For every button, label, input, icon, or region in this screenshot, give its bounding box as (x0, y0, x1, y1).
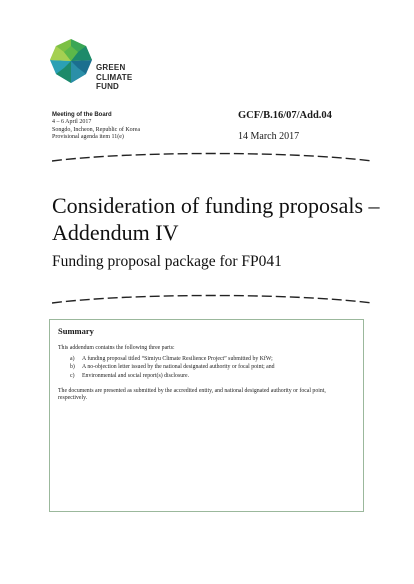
logo-text (96, 63, 132, 92)
page-title: Consideration of funding proposals – Addendum IV (52, 193, 380, 245)
meeting-dates: 4 – 6 April 2017 (52, 119, 92, 126)
wave-divider-bottom (52, 292, 372, 306)
list-item (70, 355, 355, 363)
document-date: 14 March 2017 (238, 131, 300, 142)
green-climate-fund-logo (48, 38, 168, 98)
list-item (70, 363, 355, 371)
summary-closing: The documents are presented as submitted by the accredited entity, and national designated authority or focal point, respectively. (58, 387, 326, 402)
logo-line-fund: FUND (96, 82, 120, 91)
meeting-board: Meeting of the Board (52, 112, 112, 118)
list-item-text: Environmental and social report(s) disclosure. (82, 372, 190, 379)
summary-heading: Summary (58, 326, 94, 336)
meeting-location: Songdo, Incheon, Republic of Korea (52, 126, 140, 133)
summary-intro: This addendum contains the following three parts: (58, 345, 175, 351)
meeting-info (52, 112, 140, 142)
summary-box (49, 319, 364, 512)
summary-list (70, 355, 355, 380)
list-item-text: A no-objection letter issued by the national designated authority or focal point; and (82, 364, 275, 371)
page-subtitle: Funding proposal package for FP041 (52, 253, 282, 270)
list-item-label: c) (70, 372, 75, 379)
list-item-label: a) (70, 356, 75, 362)
list-item (70, 372, 355, 380)
document-reference: GCF/B.16/07/Add.04 (238, 110, 332, 121)
logo-line-green: GREEN (96, 63, 126, 72)
logo-line-climate: CLIMATE (96, 72, 133, 82)
list-item-label: b) (70, 364, 75, 371)
wave-divider-top (52, 150, 372, 164)
meeting-agenda: Provisional agenda item 11(e) (52, 134, 124, 141)
globe-logo-icon (48, 38, 94, 84)
list-item-text: A funding proposal titled “Simiyu Climate Resilience Project” submitted by KfW; (82, 356, 273, 362)
